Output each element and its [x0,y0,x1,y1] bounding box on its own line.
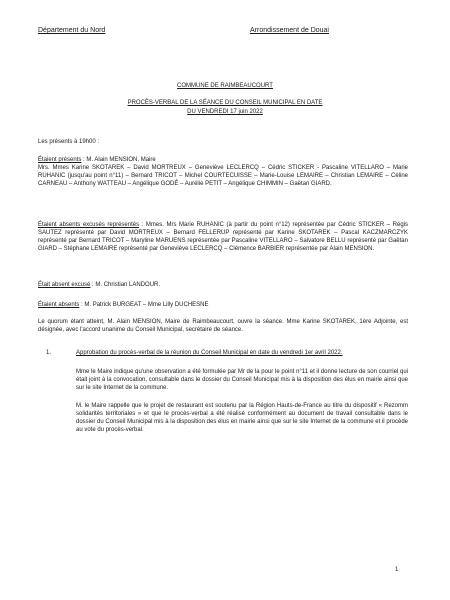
absent-text: : M. Patrick BURGEAT – Mme Lilly DUCHESNE [79,302,209,308]
presents-paragraph [38,156,408,188]
presents-label: Étaient présents [38,157,82,163]
page-number: 1 [395,567,399,573]
absent-label: Étaient absents [38,302,80,308]
excused-text: : M. Christian LANDOUR. [90,282,161,288]
excused-represented-paragraph [38,221,408,253]
minutes-title-line2: DU VENDREDI 17 juin 2022 [187,109,263,115]
excused-label: Était absent excusé [38,282,91,288]
item-number: 1. [46,350,52,356]
item-title: Approbation du procès-verbal de la réunion du Conseil Municipal en date du vendredi 1er avril 2022. [76,350,343,356]
item-paragraph-1: Mme le Maire indique qu'une observation a été formulée par Mr de la pour le point n°11 et il donne lecture de son courriel qui était joint à la convocation, consultable dans le dossier du Conseil Municipal mis à la disposition des élus en mairie ainsi que sur le site Internet de la commune. [76,369,408,391]
minutes-title-line1: PROCÈS-VERBAL DE LA SÉANCE DU CONSEIL MUNICIPAL EN DATE [127,100,323,106]
item-paragraph-2: M. le Maire rappelle que le projet de restaurant est soutenu par la Région Hauts-de-France au titre du dispositif « Rezomm solidarités territoriales » et que le procès-verbal a été réalisé conformément au document de travail consultable dans le dossier du Conseil Municipal mis à la disposition des élus en mairie ainsi que sur le site Internet de la commune et il procède au vote du procès-verbal. [76,403,408,433]
quorum-paragraph: Le quorum étant atteint, M. Alain MENSION, Maire de Raimbeaucourt, ouvre la séance. Mme Karine SKOTAREK, 1ère Adjointe, est désignée, avec l'accord unanime du Conseil Municipal, secrétaire de séance. [38,319,408,333]
excused-represented-text: : Mmes. Mrs Marie RUHANIC (à partir du point n°12) représentée par Cédric STICKER – Régis SAUTEZ représenté par David MORTREUX – Bernard FELLERUP représenté par Karine SKOTAREK – Pascal KACZMARCZYK représenté par Bernard TRICOT – Maryline MARUENS représentée par Pascaline VITELLARO – Salvatore BELLU représenté par Gaëtan GIARD – Stéphane LEMAIRE représenté par Geneviève LECLERCQ – Clémence BARBIER représentée par Alain MENSION. [38,222,409,252]
excused-represented-label: Étaient absents excusés représentés [38,222,140,228]
arrondissement-header: Arrondissement de Douai [250,27,329,34]
excused-paragraph [38,281,408,289]
commune-title: COMMUNE DE RAIMBEAUCOURT [177,83,273,89]
absent-paragraph [38,301,408,309]
department-header: Département du Nord [38,27,106,34]
presents-text: : M. Alain MENSION, Maire Mrs. Mmes Karine SKOTAREK – David MORTREUX – Geneviève LECLERCQ – Cédric STICKER - Pascaline VITELLARO – Marie RUHANIC (jusqu'au point n°11) – Bernard TRICOT – Michel COURTECUISSE – Marie-Louise LEMAIRE – Christian LEMAIRE – Céline CARNEAU – Anthony WATTEAU – Angélique GODÉ – Aurélie PETIT – Angélique CHIMMIN – Gaëtan GIARD. [38,157,408,187]
opening-line: Les présents à 19h00 : [38,139,100,145]
